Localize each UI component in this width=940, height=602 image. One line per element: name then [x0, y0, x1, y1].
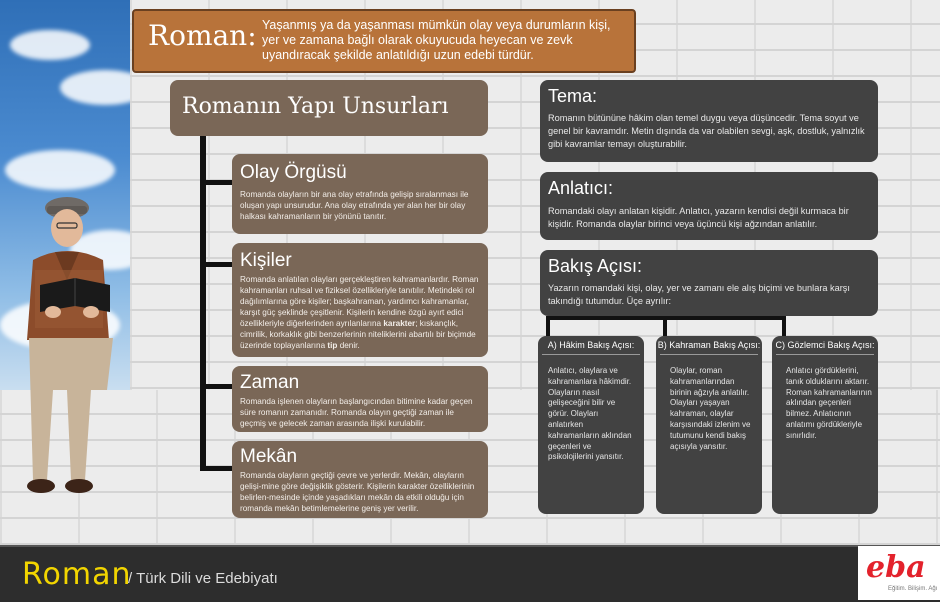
reading-man-illustration: [15, 190, 135, 520]
gozlemci-bakis-box: [772, 336, 878, 514]
eba-logo-tagline: Eğitim. Bilişim. Ağı: [888, 586, 938, 592]
roman-title: Roman:: [148, 19, 257, 52]
card-mekan: [232, 441, 488, 518]
roman-definition-box: [132, 9, 636, 73]
tema-text: Romanın bütününe hâkim olan temel duygu veya düşüncedir. Tema soyut ve genel bir kavramdır. Metin dışında da var olabilen sevgi, aşk, dostluk, yalnızlık gibi kavramlar temayı oluşturabilir.: [548, 113, 865, 149]
eba-logo[interactable]: [858, 546, 940, 600]
card-title: Olay Örgüsü: [240, 162, 347, 183]
tree-branch-4: [200, 466, 232, 471]
tema-box: [540, 80, 878, 162]
bakis-title: Bakış Açısı:: [548, 256, 643, 276]
sub-divider: [542, 354, 640, 355]
footer-subtitle: / Türk Dili ve Edebiyatı: [128, 570, 278, 587]
tree-branch-1: [200, 180, 232, 185]
bakis-acisi-box: [540, 250, 878, 316]
hakim-bakis-box: [538, 336, 644, 514]
sub-title: A) Hâkim Bakış Açısı:: [547, 340, 635, 350]
bakis-connector-b: [663, 316, 667, 336]
card-title: Kişiler: [240, 250, 292, 271]
kisiler-bold-tip: tip: [327, 341, 338, 350]
card-title: Zaman: [240, 372, 300, 393]
card-olay-orgusu: [232, 154, 488, 234]
footer-bar: [0, 545, 940, 602]
card-kisiler: [232, 243, 488, 357]
sub-text: Olaylar, roman kahramanlarından birinin ağzıyla anlatılır. Olayları yaşayan kahraman, olaylar karşısındaki izlenim ve tutumunu kendi bakış açısıyla yansıtır.: [670, 366, 751, 451]
tree-branch-3: [200, 384, 232, 389]
eba-logo-text: eba: [866, 550, 926, 585]
card-title: Mekân: [240, 446, 298, 467]
tree-trunk-line: [200, 136, 206, 471]
sub-text: Anlatıcı gördüklerini, tanık olduklarını aktarır. Roman kahramanlarının aklından geçenleri bilmez. Anlatıcının anlatımı gördükleriyle sınırlıdır.: [786, 366, 872, 440]
kahraman-bakis-box: [656, 336, 762, 514]
bakis-text: Yazarın romandaki kişi, olay, yer ve zamanı ele alış biçimi ve bunlara karşı takındığı tutumdur. Üçe ayrılır:: [548, 283, 850, 306]
sub-title: C) Gözlemci Bakış Açısı:: [775, 340, 875, 350]
kisiler-text-1: Romanda anlatılan olayları gerçekleştiren kahramanlardır. Roman kahramanları ruhsal ve fiziksel özellikleriyle tanıtılır. Metindeki rol dağılımlarına göre kişiler; başkahraman, yardımcı kahramanlar, karşıt güç şeklinde çeşitlenir. Kişilerin kendine özgü ayırt edici özellikleriyle diğerlerinden ayrılanlarına: [240, 275, 479, 328]
card-text: Romanda olayların bir ana olay etrafında gelişip sıralanması ile oluşan yapı unsurudur. Ana olay etrafında yer alan her bir olay halkası kahramanların bir yönünü tanıtır.: [240, 190, 469, 221]
footer-title: Roman: [22, 557, 132, 592]
tree-branch-2: [200, 262, 232, 267]
sub-title: B) Kahraman Bakış Açısı:: [657, 340, 761, 350]
kisiler-bold-karakter: karakter: [383, 319, 416, 328]
sub-divider: [776, 354, 874, 355]
card-text: Romanda olayların geçtiği çevre ve yerlerdir. Mekân, olayların gelişi-mine göre değişiklik gösterir. Kişilerin karakter özelliklerinin belirlen-mesinde içinde yaşadıkları mekân da etkili olduğu için romanda mekân betimlemelerine geniş yer verilir.: [240, 471, 475, 513]
tema-title: Tema:: [548, 86, 598, 106]
roman-definition: Yaşanmış ya da yaşanması mümkün olay veya durumların kişi, yer ve zamana bağlı olarak okuyucuda heyecan ve zevk uyandıracak şekilde anlatıldığı uzun edebi türdür.: [262, 18, 611, 62]
sub-divider: [660, 354, 758, 355]
sub-text: Anlatıcı, olaylara ve kahramanlara hâkimdir. Olayların nasıl gelişeceğini bilir ve görür. Olayları anlatırken kahramanların aklından geçenleri ve psikolojilerini yansıtır.: [548, 366, 632, 462]
anlatici-text: Romandaki olayı anlatan kişidir. Anlatıcı, yazarın kendisi değil kurmaca bir kişidir. Romanda olaylar birinci veya üçüncü kişi ağzından anlatılır.: [548, 206, 849, 229]
anlatici-title: Anlatıcı:: [548, 178, 614, 198]
card-text: Romanda işlenen olayların başlangıcından bitimine kadar geçen süre romanın zamanıdır. Romanda olayın geçtiği zaman ile geçmiş ve gelecek zaman arasında ilişki kurulabilir.: [240, 397, 473, 428]
bakis-connector-a: [546, 316, 550, 336]
structure-title-box: [170, 80, 488, 136]
bakis-connector-c: [782, 316, 786, 336]
card-zaman: [232, 366, 488, 432]
structure-title: Romanın Yapı Unsurları: [182, 94, 449, 119]
kisiler-text-3: denir.: [339, 341, 360, 350]
card-text: [240, 274, 482, 351]
anlatici-box: [540, 172, 878, 240]
kisiler-text-2: ; kıskançlık, cimrilik, korkaklık gibi benzerlerinin niteliklerini abartılı bir biçimde üzerinde toplayanlarına: [240, 319, 476, 350]
